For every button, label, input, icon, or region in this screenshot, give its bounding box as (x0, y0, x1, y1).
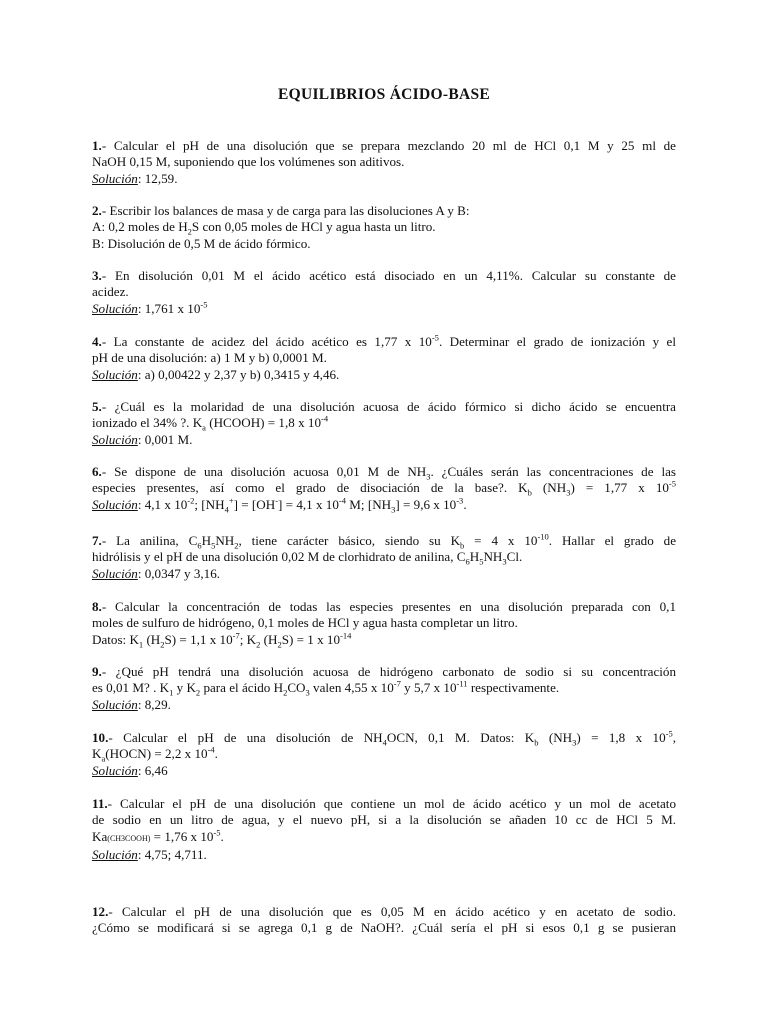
problem-number: 6. (92, 464, 102, 479)
problem-5-solution: Solución: 0,001 M. (92, 431, 193, 447)
problem-4-line-1: 4.- La constante de acidez del ácido acético es 1,77 x $10^{-5}$. Determinar el grado de ionización y el (92, 332, 676, 349)
solution-label: Solución (92, 170, 138, 186)
problem-12 (92, 904, 676, 937)
problem-2-line-b: B: Disolución de 0,5 M de ácido fórmico. (92, 235, 311, 251)
solution-label: Solución (92, 565, 138, 581)
problem-5-line-1: 5.- ¿Cuál es la molaridad de una disolución acuosa de ácido fórmico si dicho ácido se encuentra (92, 399, 676, 414)
problem-2 (92, 203, 676, 252)
problem-10-line-1: 10.- Calcular el pH de una disolución de $NH_4OCN$, 0,1 M. Datos: $K_b$ $(NH_3) = 1,8$ x $10^{-5}$, (92, 728, 676, 748)
problem-11-line-1: 11.- Calcular el pH de una disolución que contiene un mol de ácido acético y un mol de acetato (92, 796, 676, 811)
problem-10 (92, 730, 676, 779)
problem-3-line-2: acidez. (92, 284, 129, 300)
problem-4 (92, 334, 676, 383)
solution-label: Solución (92, 300, 138, 316)
problem-9-line-1: 9.- ¿Qué pH tendrá una disolución acuosa de hidrógeno carbonato de sodio si su concentración (92, 664, 676, 679)
problem-10-solution: Solución: 6,46 (92, 762, 168, 778)
problem-1-solution: Solución: 12,59. (92, 170, 178, 186)
problem-6-solution: Solución: 4,1 x $10^{-2}$; $[NH_4^+] = [OH^-] = 4,1$ x $10^{-4}$ M; $[NH_3] = 9,6$ x $10^{-3}$. (92, 495, 467, 515)
problem-11-line-2: de sodio en un litro de agua, y el nuevo pH, si a la disolución se añaden 10 cc de HCl 5 M. (92, 812, 676, 828)
problem-2-line-a: A: 0,2 moles de $H_2S$ con 0,05 moles de HCl y agua hasta un litro. (92, 219, 436, 237)
problem-7-line-1: 7.- La anilina, $C_6H_5NH_2$, tiene carácter básico, siendo su $K_b = 4$ x $10^{-10}$. Hallar el grado de (92, 531, 676, 551)
problem-1-line-2: NaOH 0,15 M, suponiendo que los volúmenes son aditivos. (92, 154, 405, 170)
problem-8-line-2: moles de sulfuro de hidrógeno, 0,1 moles de HCl y agua hasta completar un litro. (92, 615, 518, 631)
problem-number: 11. (92, 796, 108, 811)
problem-6 (92, 464, 676, 513)
page-title: EQUILIBRIOS ÁCIDO-BASE (277, 86, 491, 103)
problem-4-solution: Solución: a) 0,00422 y 2,37 y b) 0,3415 y 4,46. (92, 366, 340, 382)
problem-5 (92, 399, 676, 448)
problem-5-line-2: ionizado el 34% ?. $K_a$ (HCOOH) = 1,8 x $10^{-4}$ (92, 413, 329, 433)
problem-9-line-2: es 0,01 M? . $K_1$ y $K_2$ para el ácido $H_2CO_3$ valen 4,55 x $10^{-7}$ y 5,7 x $10^{-11}$ respectivamente. (92, 678, 560, 698)
problem-number: 8. (92, 599, 102, 614)
problem-12-line-2: ¿Cómo se modificará si se agrega 0,1 g de NaOH?. ¿Cuál sería el pH si esos 0,1 g se pusieran (92, 920, 676, 936)
problem-7-line-2: hidrólisis y el pH de una disolución 0,02 M de clorhidrato de anilina, $C_6H_5NH_3Cl$. (92, 549, 523, 567)
problem-number: 4. (92, 334, 102, 349)
problem-4-line-2: pH de una disolución: a) 1 M y b) 0,0001 M. (92, 350, 327, 366)
problem-7-solution: Solución: 0,0347 y 3,16. (92, 565, 221, 581)
problem-number: 9. (92, 664, 102, 679)
problem-7 (92, 533, 676, 582)
solution-label: Solución (92, 846, 138, 862)
solution-label: Solución (92, 366, 138, 382)
problem-number: 1. (92, 138, 102, 153)
problem-8 (92, 599, 676, 648)
problem-6-line-2: especies presentes, así como el grado de disociación de la base?. $K_b$ $(NH_3) = 1,77$ x $10^{-5}$ (92, 478, 677, 498)
problem-3-line-1: 3.- En disolución 0,01 M el ácido acético está disociado en un 4,11%. Calcular su constante de (92, 268, 676, 283)
problem-11-solution: Solución: 4,75; 4,711. (92, 846, 207, 862)
problem-number: 12. (92, 904, 109, 919)
problem-11 (92, 796, 676, 863)
problem-12-line-1: 12.- Calcular el pH de una disolución que es 0,05 M en ácido acético y en acetato de sodio. (92, 904, 676, 919)
problem-11-line-3: Ka(CH3COOH) = 1,76 x $10^{-5}$. (92, 827, 224, 844)
problem-number: 7. (92, 533, 102, 548)
problem-1 (92, 138, 676, 187)
problem-number: 5. (92, 399, 102, 414)
problem-2-line-1: 2.- Escribir los balances de masa y de carga para las disoluciones A y B: (92, 203, 470, 218)
solution-label: Solución (92, 496, 138, 512)
problem-number: 10. (92, 730, 109, 745)
problem-9-solution: Solución: 8,29. (92, 696, 171, 712)
problem-number: 3. (92, 268, 102, 283)
problem-10-line-2: $K_a(HOCN) = 2,2$ x $10^{-4}$. (92, 744, 218, 764)
problem-8-line-1: 8.- Calcular la concentración de todas las especies presentes en una disolución preparada con 0,1 (92, 599, 676, 614)
problem-8-data: Datos: $K_1$ $(H_2S) = 1,1$ x $10^{-7}$; $K_2$ $(H_2S) = 1$ x $10^{-14}$ (92, 630, 352, 650)
solution-label: Solución (92, 431, 138, 447)
problem-9 (92, 664, 676, 713)
problem-3 (92, 268, 676, 317)
solution-label: Solución (92, 696, 138, 712)
problem-6-line-1: 6.- Se dispone de una disolución acuosa 0,01 M de $NH_3$. ¿Cuáles serán las concentraciones de las (92, 464, 676, 482)
solution-label: Solución (92, 762, 138, 778)
problem-number: 2. (92, 203, 102, 218)
problem-3-solution: Solución: 1,761 x $10^{-5}$ (92, 299, 208, 316)
problem-1-line-1: 1.- Calcular el pH de una disolución que se prepara mezclando 20 ml de HCl 0,1 M y 25 ml de (92, 138, 676, 153)
